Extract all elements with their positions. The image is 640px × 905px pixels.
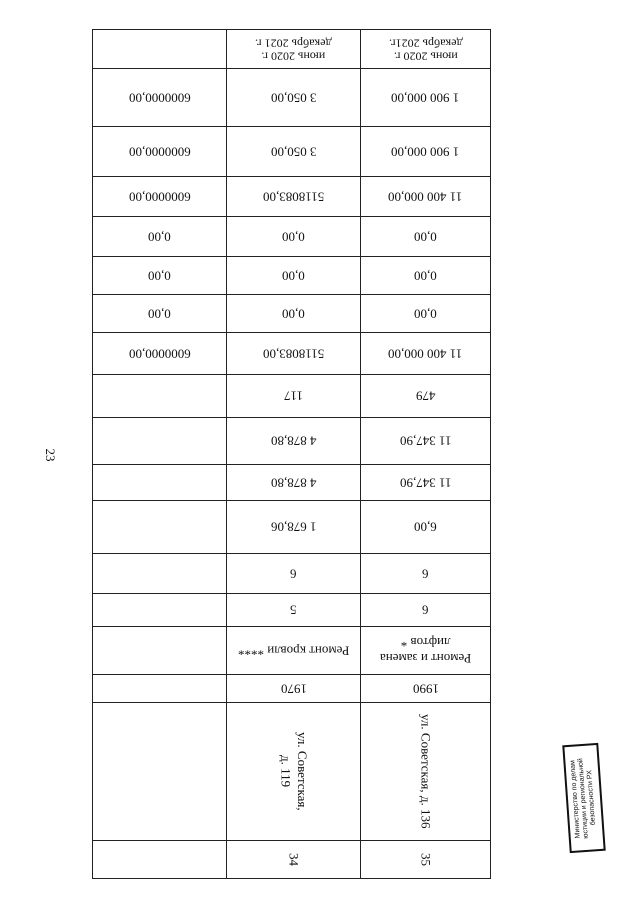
table-cell: 11 400 000,00 <box>361 177 491 217</box>
table-cell: 34 <box>227 841 361 879</box>
table-cell: ул. Советская, д. 119 <box>227 703 361 841</box>
table-cell: 11 347,90 <box>361 418 491 465</box>
table-cell: 6 <box>361 594 491 627</box>
table-cell: 6000000,00 <box>93 333 227 375</box>
table-row <box>93 465 491 501</box>
table-cell: 0,00 <box>93 217 227 257</box>
data-table <box>92 29 490 866</box>
table-cell: 6000000,00 <box>93 69 227 127</box>
table-cell <box>93 501 227 554</box>
table-cell: 4 878,80 <box>227 418 361 465</box>
table-cell: 3 050,00 <box>227 69 361 127</box>
table-cell <box>93 703 227 841</box>
table-row <box>93 675 491 703</box>
table-cell <box>93 465 227 501</box>
table-cell <box>93 375 227 418</box>
table-cell <box>93 841 227 879</box>
table-cell: 0,00 <box>227 295 361 333</box>
table-cell: 1 678,06 <box>227 501 361 554</box>
table-cell: 6 <box>227 554 361 594</box>
table-cell: 6,00 <box>361 501 491 554</box>
table-row <box>93 703 491 841</box>
table-cell: 5118083,00 <box>227 333 361 375</box>
table-cell: 35 <box>361 841 491 879</box>
table-row <box>93 594 491 627</box>
table-cell: 5118083,00 <box>227 177 361 217</box>
table-cell: 0,00 <box>361 217 491 257</box>
table-cell: 0,00 <box>227 217 361 257</box>
table-row <box>93 217 491 257</box>
table-cell: 6 <box>361 554 491 594</box>
page-number: 23 <box>43 448 58 462</box>
table-row <box>93 30 491 69</box>
table-cell: 0,00 <box>361 295 491 333</box>
table-cell: 4 878,80 <box>227 465 361 501</box>
table-row <box>93 375 491 418</box>
table-cell: 11 347,90 <box>361 465 491 501</box>
table-row <box>93 257 491 295</box>
table-row <box>93 127 491 177</box>
table-cell: 0,00 <box>361 257 491 295</box>
stamp-text: Министерство по делам юстиции и региональной безопасности РХ <box>569 757 597 839</box>
table-cell <box>93 418 227 465</box>
table-row <box>93 69 491 127</box>
table-cell <box>93 594 227 627</box>
table-row <box>93 295 491 333</box>
table-cell: 6000000,00 <box>93 177 227 217</box>
table-cell <box>93 627 227 675</box>
table-cell: Ремонт кровли **** <box>227 627 361 675</box>
table-cell <box>93 675 227 703</box>
table-cell: 5 <box>227 594 361 627</box>
table-cell: 3 050,00 <box>227 127 361 177</box>
table-row <box>93 333 491 375</box>
table-row <box>93 177 491 217</box>
table-cell: 0,00 <box>93 257 227 295</box>
table-cell: 1 900 000,00 <box>361 69 491 127</box>
table-cell: 1990 <box>361 675 491 703</box>
table-cell <box>93 554 227 594</box>
table-cell: 1970 <box>227 675 361 703</box>
table-cell: 0,00 <box>227 257 361 295</box>
table-row <box>93 627 491 675</box>
table-cell: 1 900 000,00 <box>361 127 491 177</box>
table-row <box>93 554 491 594</box>
table-cell: 0,00 <box>93 295 227 333</box>
table-row <box>93 418 491 465</box>
official-stamp <box>562 743 605 853</box>
table-cell: июнь 2020 г. декабрь 2021г. <box>361 30 491 69</box>
table-cell: 11 400 000,00 <box>361 333 491 375</box>
table-row <box>93 841 491 879</box>
table-cell: 6000000,00 <box>93 127 227 177</box>
table-cell: ул. Советская, д. 136 <box>361 703 491 841</box>
table-cell: 117 <box>227 375 361 418</box>
table-cell <box>93 30 227 69</box>
table-cell: Ремонт и замена лифтов * <box>361 627 491 675</box>
table-cell: июнь 2020 г. декабрь 2021 г. <box>227 30 361 69</box>
table-cell: 479 <box>361 375 491 418</box>
table-row <box>93 501 491 554</box>
